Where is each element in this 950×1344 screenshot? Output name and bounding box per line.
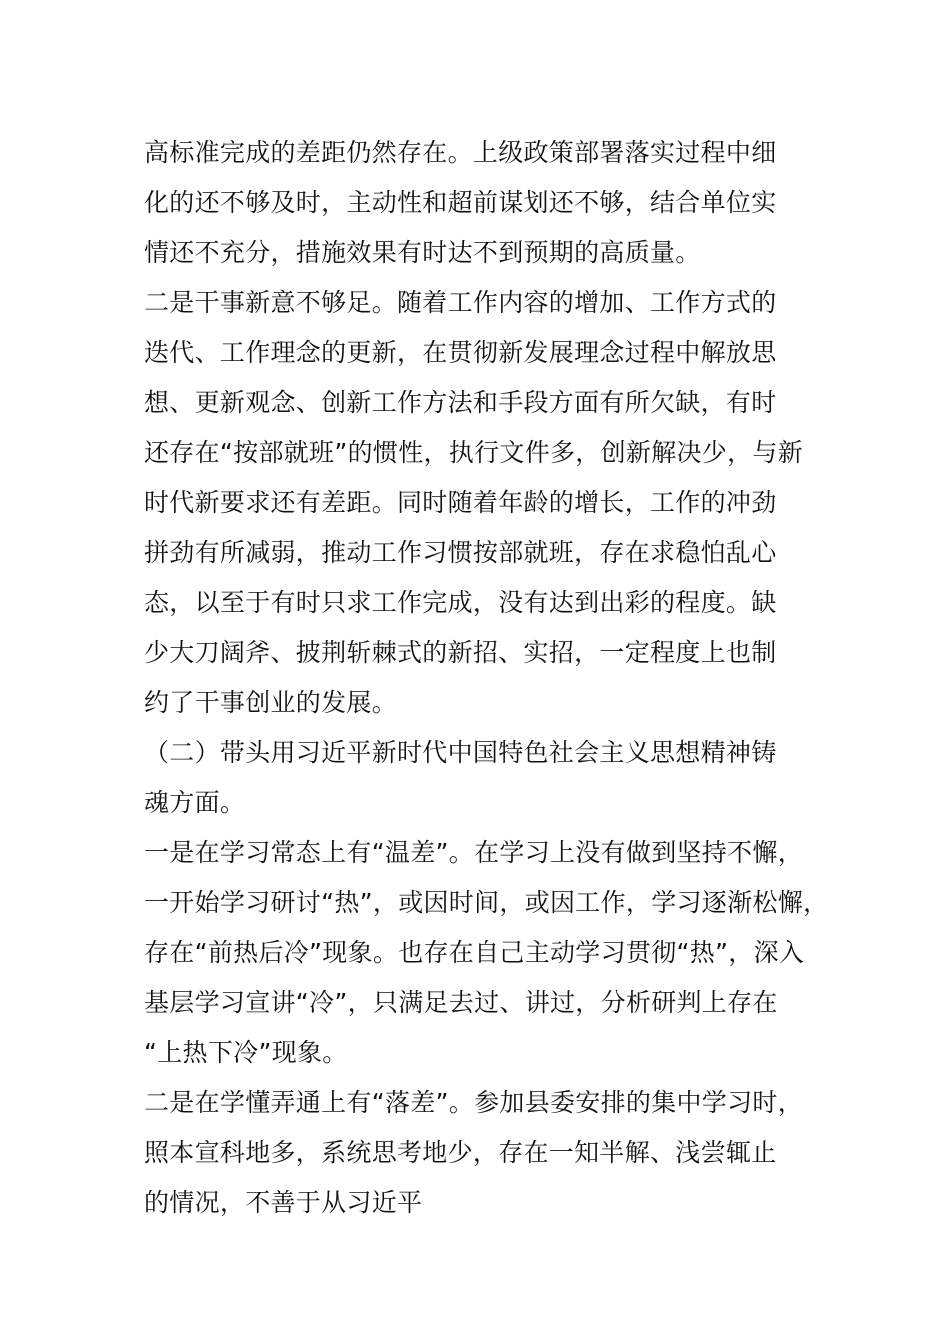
text-line: 照本宣科地多，系统思考地少，存在一知半解、浅尝辄止 (144, 1138, 777, 1167)
text-line: 一是在学习常态上有“温差”。在学习上没有做到坚持不懈， (144, 838, 804, 867)
text-line: 二是干事新意不够足。随着工作内容的增加、工作方式的 (144, 288, 777, 317)
section-heading-line: 魂方面。 (144, 788, 246, 817)
text-line: 二是在学懂弄通上有“落差”。参加县委安排的集中学习时， (144, 1088, 804, 1117)
section-heading-line: （二）带头用习近平新时代中国特色社会主义思想精神铸 (144, 738, 777, 767)
document-body (144, 128, 864, 1228)
text-line: 情还不充分，措施效果有时达不到预期的高质量。 (144, 238, 701, 267)
text-line: 的情况，不善于从习近平 (144, 1188, 423, 1217)
text-line: 基层学习宣讲“冷”，只满足去过、讲过，分析研判上存在 (144, 988, 778, 1017)
text-line: 高标准完成的差距仍然存在。上级政策部署落实过程中细 (144, 138, 777, 167)
text-line: 存在“前热后冷”现象。也存在自己主动学习贯彻“热”，深入 (144, 938, 805, 967)
text-line: 迭代、工作理念的更新，在贯彻新发展理念过程中解放思 (144, 338, 777, 367)
text-line: “上热下冷”现象。 (144, 1038, 348, 1067)
text-line: 时代新要求还有差距。同时随着年龄的增长，工作的冲劲 (144, 488, 777, 517)
text-line: 化的还不够及时，主动性和超前谋划还不够，结合单位实 (144, 188, 777, 217)
text-line: 还存在“按部就班”的惯性，执行文件多，创新解决少，与新 (144, 438, 804, 467)
text-line: 少大刀阔斧、披荆斩棘式的新招、实招，一定程度上也制 (144, 638, 777, 667)
text-line: 拼劲有所减弱，推动工作习惯按部就班，存在求稳怕乱心 (144, 538, 777, 567)
text-line: 想、更新观念、创新工作方法和手段方面有所欠缺，有时 (144, 388, 777, 417)
text-line: 约了干事创业的发展。 (144, 688, 398, 717)
text-line: 一开始学习研讨“热”，或因时间，或因工作，学习逐渐松懈， (144, 888, 829, 917)
text-line: 态，以至于有时只求工作完成，没有达到出彩的程度。缺 (144, 588, 777, 617)
